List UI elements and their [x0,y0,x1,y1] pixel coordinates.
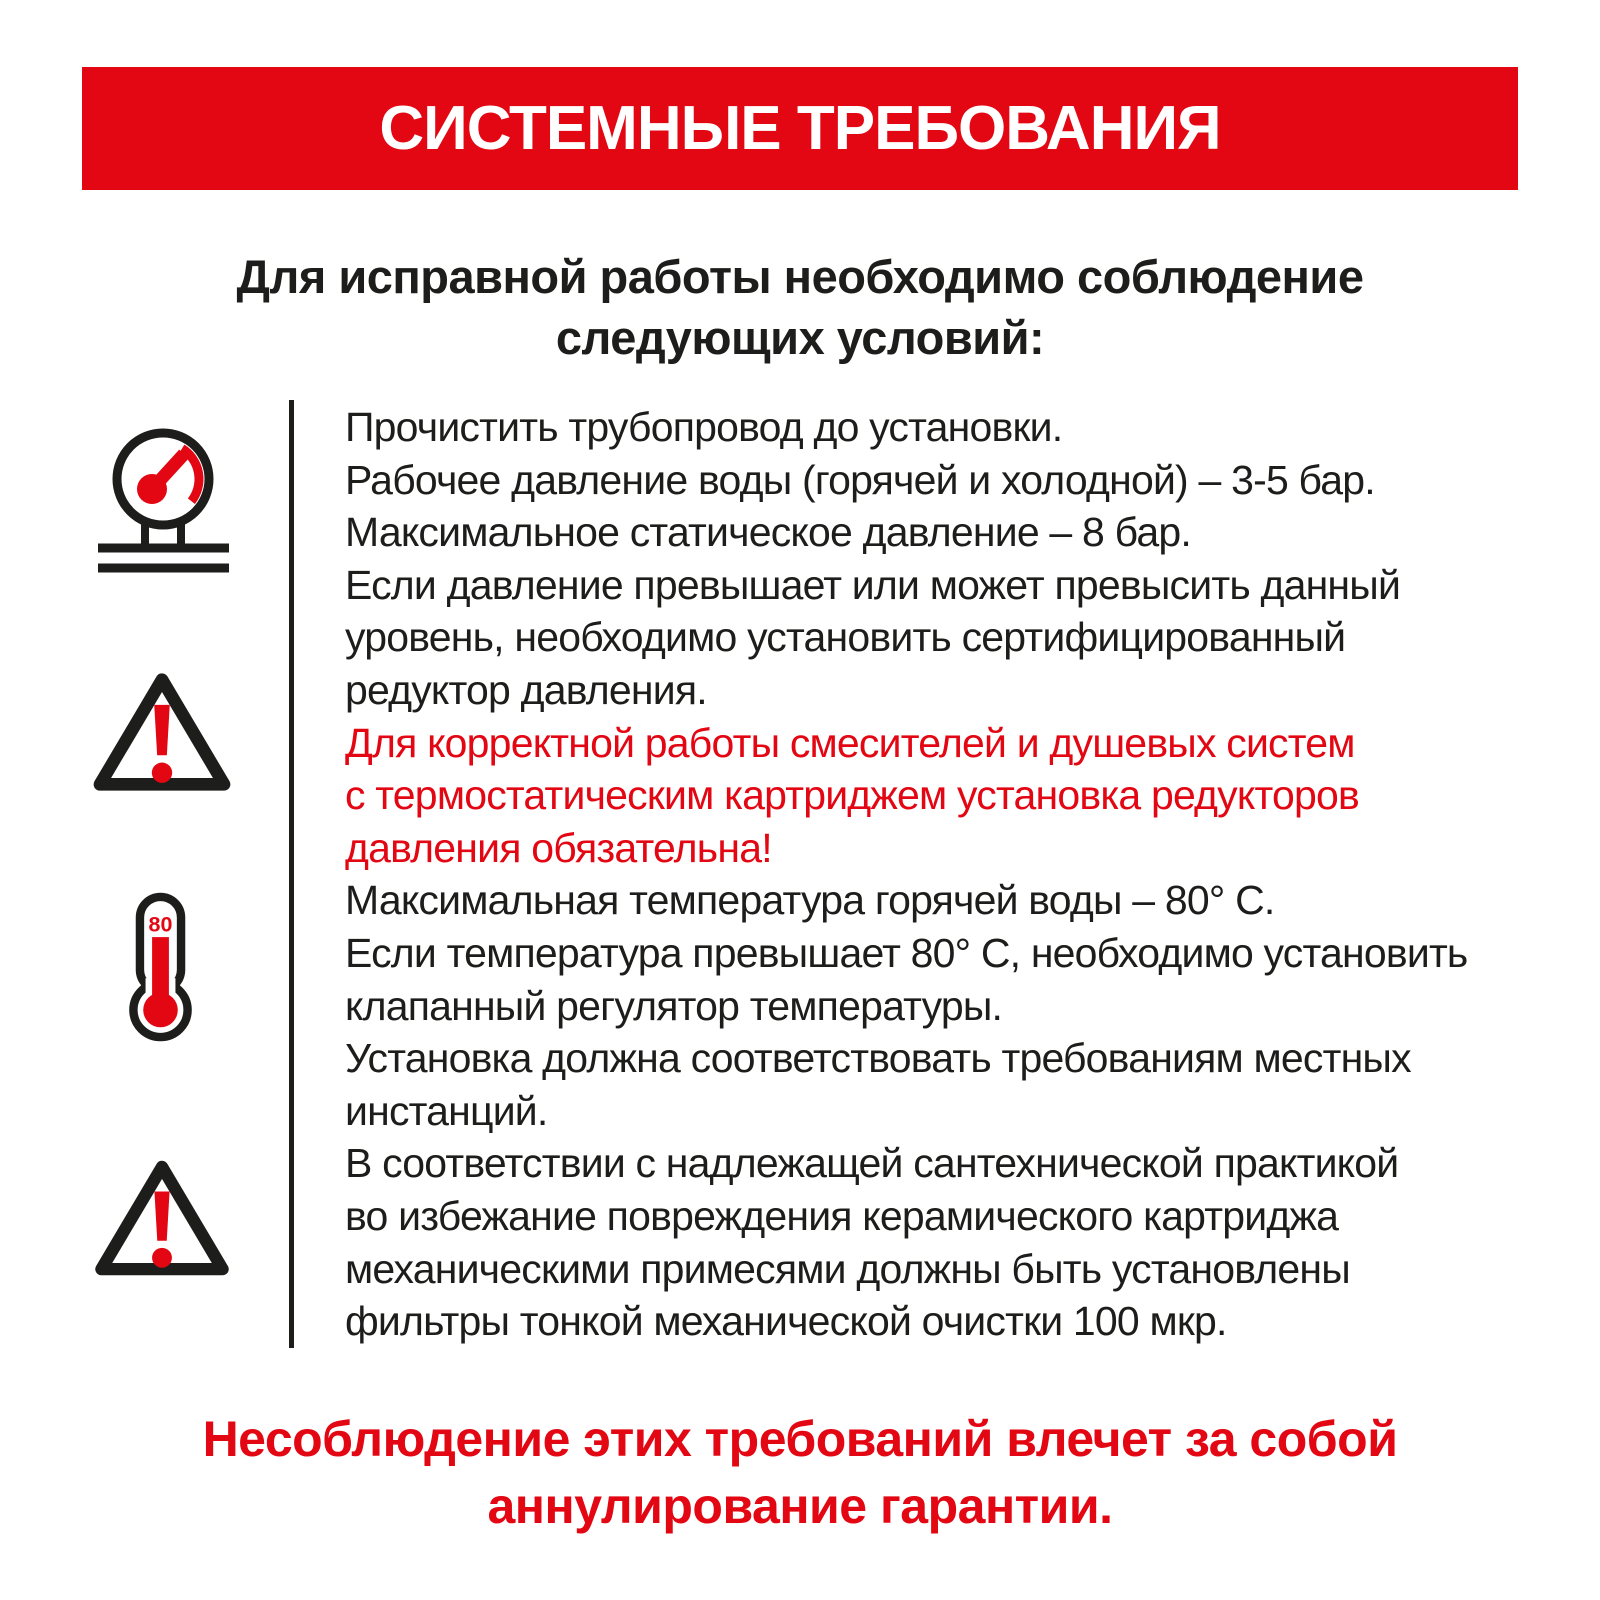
warranty-warning-line-2: аннулирование гарантии. [487,1478,1113,1534]
requirement-line: Если температура превышает 80° C, необходимо установить [345,929,1468,976]
requirement-line: инстанций. [345,1087,548,1134]
requirement-line: давления обязательна! [345,824,772,871]
requirement-line: Если давление превышает или может превысить данный [345,561,1401,608]
requirement-line: фильтры тонкой механической очистки 100 мкр. [345,1298,1227,1345]
intro-line-1: Для исправной работы необходимо соблюдение [236,250,1364,303]
requirement-line: механическими примесями должны быть установлены [345,1245,1350,1292]
warning-triangle-icon [89,668,235,796]
requirement-line: редуктор давления. [345,666,707,713]
requirement-line: Для корректной работы смесителей и душевых систем [345,719,1355,766]
requirement-line: Прочистить трубопровод до установки. [345,404,1063,450]
vertical-divider [289,400,294,1348]
thermometer-icon [125,892,196,1042]
requirements-list [345,401,1530,1348]
requirement-line: Максимальная температура горячей воды – 80° C. [345,877,1275,924]
intro-line-2: следующих условий: [555,311,1045,364]
requirement-line: Установка должна соответствовать требованиям местных [345,1035,1411,1082]
requirement-line: Максимальное статическое давление – 8 бар. [345,509,1191,556]
requirement-line: с термостатическим картриджем установка редукторов [345,772,1359,819]
requirement-line: во избежание повреждения керамического картриджа [345,1192,1339,1239]
warranty-warning-line-1: Несоблюдение этих требований влечет за собой [202,1411,1398,1467]
pressure-gauge-icon [96,424,231,574]
requirement-line: Рабочее давление воды (горячей и холодной) – 3-5 бар. [345,456,1375,503]
warranty-warning [0,1406,1600,1540]
page-title: СИСТЕМНЫЕ ТРЕБОВАНИЯ [379,94,1221,163]
requirement-line: уровень, необходимо установить сертифицированный [345,614,1346,661]
thermometer-max-temp-label: 80 [148,912,173,937]
requirement-line: клапанный регулятор температуры. [345,982,1003,1029]
intro-text [0,246,1600,368]
warning-triangle-icon [91,1154,233,1282]
requirement-line: В соответствии с надлежащей сантехнической практикой [345,1140,1399,1187]
title-banner [82,67,1518,190]
